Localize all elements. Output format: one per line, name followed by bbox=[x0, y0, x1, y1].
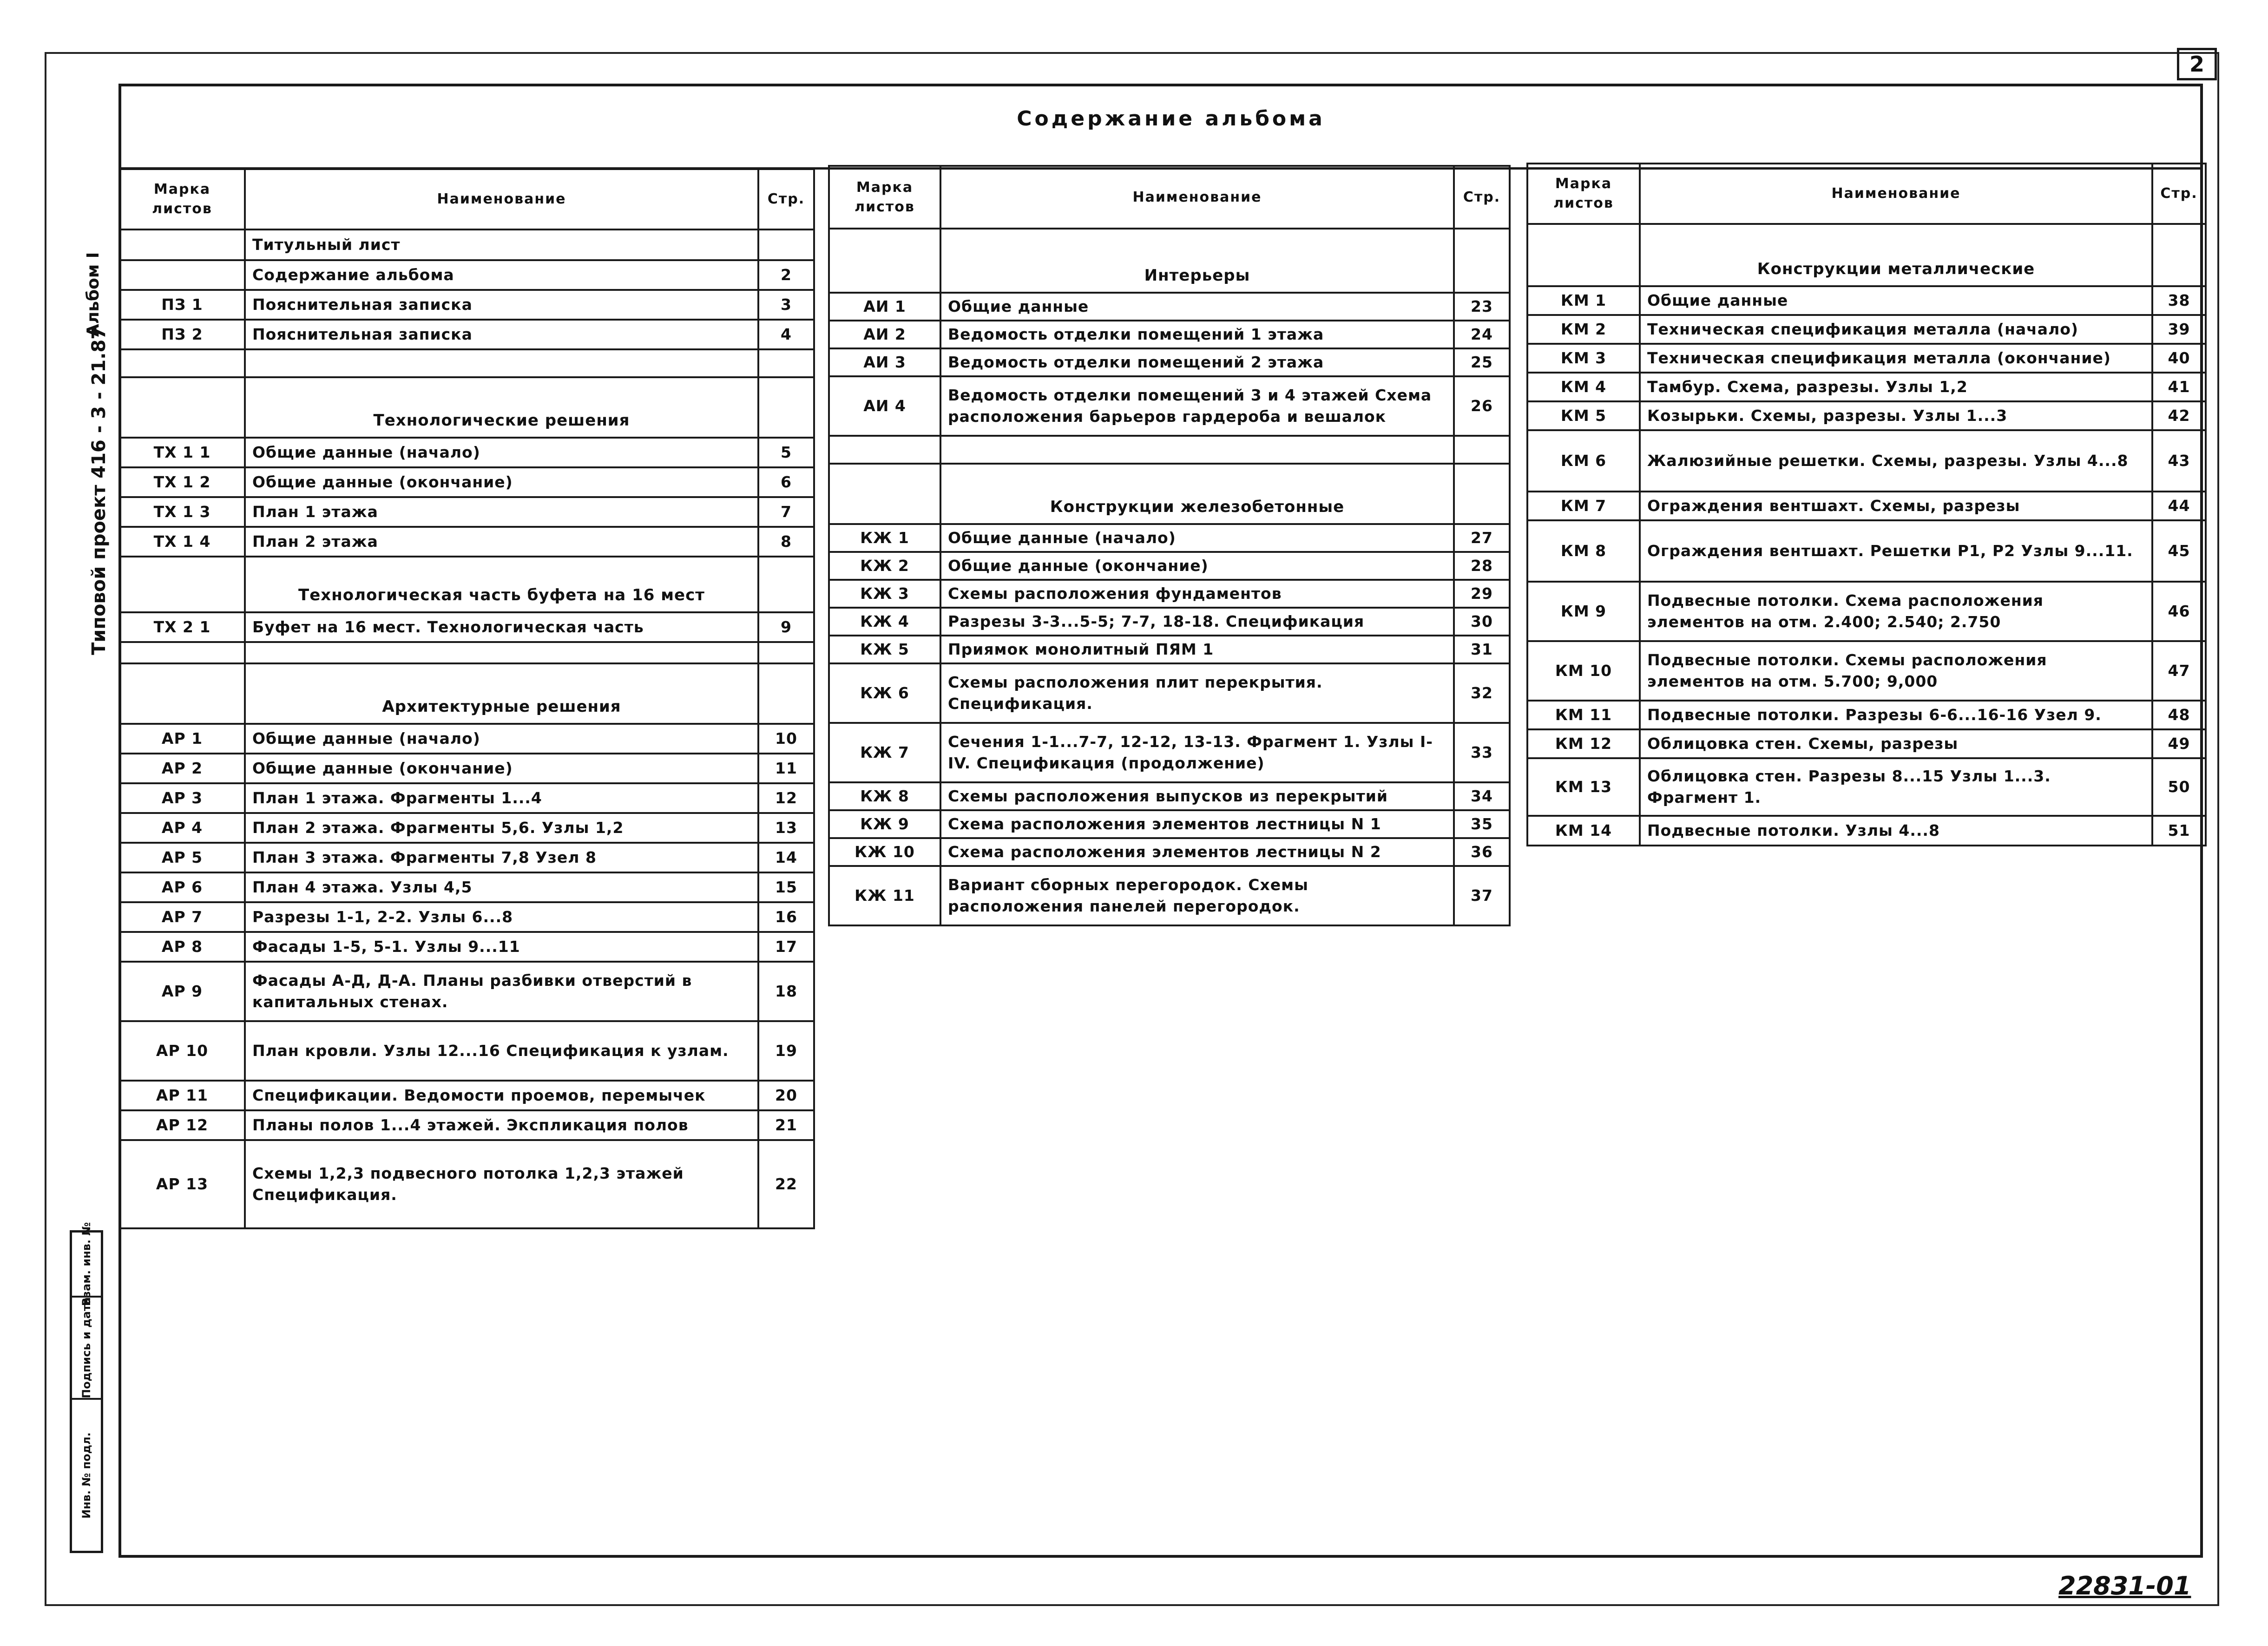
sheet-name: Схемы расположения плит перекрытия. Спецификация. bbox=[940, 663, 1454, 723]
page-number: 29 bbox=[1454, 580, 1510, 608]
sheet-code bbox=[119, 663, 245, 724]
sheet-name: Разрезы 1-1, 2-2. Узлы 6...8 bbox=[245, 902, 758, 932]
section-row bbox=[829, 464, 1510, 524]
page-number: 43 bbox=[2152, 430, 2206, 492]
contents-table-3 bbox=[1526, 163, 2207, 846]
table-row bbox=[1527, 816, 2206, 846]
table-header bbox=[1527, 164, 2206, 224]
section-title: Конструкции железобетонные bbox=[940, 464, 1454, 524]
sheet-code: КМ 14 bbox=[1527, 816, 1640, 846]
page-number bbox=[758, 663, 814, 724]
page-number: 38 bbox=[2152, 286, 2206, 315]
sheet-code: АР 11 bbox=[119, 1081, 245, 1110]
page-number bbox=[758, 642, 814, 663]
table-row bbox=[119, 612, 814, 642]
stamp-cell bbox=[72, 1400, 101, 1551]
table-header bbox=[829, 166, 1510, 229]
sheet-name: Ограждения вентшахт. Схемы, разрезы bbox=[1640, 492, 2152, 520]
sheet-name: Вариант сборных перегородок. Схемы расположения панелей перегородок. bbox=[940, 866, 1454, 925]
header-name: Наименование bbox=[940, 166, 1454, 229]
table-row bbox=[829, 348, 1510, 376]
section-row bbox=[119, 663, 814, 724]
page-number: 8 bbox=[758, 527, 814, 557]
page-number: 25 bbox=[1454, 348, 1510, 376]
sheet-name: Схема расположения элементов лестницы N 1 bbox=[940, 810, 1454, 838]
sheet-code: АИ 4 bbox=[829, 376, 940, 436]
page-number: 28 bbox=[1454, 552, 1510, 580]
sheet-name: Буфет на 16 мест. Технологическая часть bbox=[245, 612, 758, 642]
header-page: Стр. bbox=[1454, 166, 1510, 229]
sheet-name: Титульный лист bbox=[245, 230, 758, 260]
header-code: Марка листов bbox=[829, 166, 940, 229]
page-number bbox=[758, 349, 814, 377]
section-title: Технологическая часть буфета на 16 мест bbox=[245, 557, 758, 612]
page-number: 17 bbox=[758, 932, 814, 962]
table-row bbox=[119, 724, 814, 754]
table-row bbox=[829, 636, 1510, 663]
sheet-code: АИ 3 bbox=[829, 348, 940, 376]
sheet-name: Подвесные потолки. Схема расположения элементов на отм. 2.400; 2.540; 2.750 bbox=[1640, 582, 2152, 641]
table-row bbox=[1527, 315, 2206, 344]
table-row bbox=[829, 663, 1510, 723]
side-project-label: Типовой проект 416 - 3 - 21.87 bbox=[88, 326, 110, 655]
page-number: 24 bbox=[1454, 321, 1510, 348]
sheet-name: План 4 этажа. Узлы 4,5 bbox=[245, 872, 758, 902]
sheet-name: Пояснительная записка bbox=[245, 290, 758, 320]
page-number: 5 bbox=[758, 438, 814, 467]
table-row bbox=[829, 782, 1510, 810]
table-row bbox=[119, 642, 814, 663]
page-number bbox=[1454, 436, 1510, 464]
sheet-code: АР 10 bbox=[119, 1021, 245, 1081]
table-row bbox=[829, 608, 1510, 636]
sheet-name: План 2 этажа bbox=[245, 527, 758, 557]
header-name: Наименование bbox=[245, 169, 758, 230]
page-number: 45 bbox=[2152, 520, 2206, 582]
sheet-name: Фасады 1-5, 5-1. Узлы 9...11 bbox=[245, 932, 758, 962]
sheet-code: АР 3 bbox=[119, 783, 245, 813]
header-code: Марка листов bbox=[119, 169, 245, 230]
section-title: Интерьеры bbox=[940, 229, 1454, 293]
inventory-number: 22831-01 bbox=[2058, 1571, 2191, 1600]
sheet-name: План 1 этажа. Фрагменты 1...4 bbox=[245, 783, 758, 813]
sheet-name: Подвесные потолки. Узлы 4...8 bbox=[1640, 816, 2152, 846]
table-row bbox=[119, 349, 814, 377]
sheet-name: Ведомость отделки помещений 2 этажа bbox=[940, 348, 1454, 376]
sheet-name: Жалюзийные решетки. Схемы, разрезы. Узлы 4...8 bbox=[1640, 430, 2152, 492]
table-row bbox=[829, 293, 1510, 321]
sheet-code: АР 1 bbox=[119, 724, 245, 754]
table-row bbox=[1527, 641, 2206, 701]
table-row bbox=[119, 290, 814, 320]
sheet-code: КЖ 7 bbox=[829, 723, 940, 782]
sheet-code: КМ 4 bbox=[1527, 373, 1640, 401]
sheet-code bbox=[119, 642, 245, 663]
table-row bbox=[829, 552, 1510, 580]
sheet-name: Ведомость отделки помещений 1 этажа bbox=[940, 321, 1454, 348]
sheet-name: Спецификации. Ведомости проемов, перемычек bbox=[245, 1081, 758, 1110]
page-number: 11 bbox=[758, 754, 814, 783]
sheet-code: КМ 2 bbox=[1527, 315, 1640, 344]
table-row bbox=[119, 783, 814, 813]
page-number: 51 bbox=[2152, 816, 2206, 846]
table-row bbox=[1527, 492, 2206, 520]
table-row bbox=[1527, 401, 2206, 430]
table-row bbox=[119, 320, 814, 349]
page-number: 21 bbox=[758, 1110, 814, 1140]
page-number: 6 bbox=[758, 467, 814, 497]
page-number bbox=[2152, 224, 2206, 286]
sheet-code: АР 5 bbox=[119, 843, 245, 872]
page-number: 31 bbox=[1454, 636, 1510, 663]
table-row bbox=[829, 723, 1510, 782]
page-number: 12 bbox=[758, 783, 814, 813]
stamp-cell bbox=[72, 1298, 101, 1400]
sheet-number: 2 bbox=[2177, 48, 2217, 80]
contents-table-1 bbox=[118, 168, 815, 1229]
table-row bbox=[1527, 344, 2206, 373]
section-row bbox=[119, 377, 814, 438]
page-number: 32 bbox=[1454, 663, 1510, 723]
stamp-label: Подпись и дата bbox=[80, 1297, 93, 1398]
sheet-name: Общие данные bbox=[940, 293, 1454, 321]
sheet-name: Общие данные bbox=[1640, 286, 2152, 315]
stamp-cell bbox=[72, 1222, 101, 1306]
table-row bbox=[829, 524, 1510, 552]
page-number: 13 bbox=[758, 813, 814, 843]
sheet-name: Подвесные потолки. Схемы расположения элементов на отм. 5.700; 9,000 bbox=[1640, 641, 2152, 701]
sheet-name: План 2 этажа. Фрагменты 5,6. Узлы 1,2 bbox=[245, 813, 758, 843]
sheet-code: КЖ 8 bbox=[829, 782, 940, 810]
sheet-name: Облицовка стен. Разрезы 8...15 Узлы 1...3. Фрагмент 1. bbox=[1640, 758, 2152, 816]
table-row bbox=[829, 866, 1510, 925]
sheet-name: План кровли. Узлы 12...16 Спецификация к узлам. bbox=[245, 1021, 758, 1081]
page-number: 44 bbox=[2152, 492, 2206, 520]
page-number: 2 bbox=[758, 260, 814, 290]
sheet-code bbox=[119, 557, 245, 612]
sheet-code: КЖ 9 bbox=[829, 810, 940, 838]
table-row bbox=[1527, 373, 2206, 401]
sheet-name: Подвесные потолки. Разрезы 6-6...16-16 Узел 9. bbox=[1640, 701, 2152, 729]
page-number: 14 bbox=[758, 843, 814, 872]
table-row bbox=[119, 872, 814, 902]
table-row bbox=[1527, 286, 2206, 315]
page-number: 23 bbox=[1454, 293, 1510, 321]
header-page: Стр. bbox=[758, 169, 814, 230]
table-row bbox=[829, 321, 1510, 348]
page-number: 16 bbox=[758, 902, 814, 932]
sheet-code: КЖ 5 bbox=[829, 636, 940, 663]
page-number: 49 bbox=[2152, 729, 2206, 758]
page-number: 4 bbox=[758, 320, 814, 349]
table-row bbox=[119, 527, 814, 557]
sheet-code bbox=[829, 464, 940, 524]
table-row bbox=[119, 1081, 814, 1110]
sheet-code: АР 6 bbox=[119, 872, 245, 902]
sheet-name: Облицовка стен. Схемы, разрезы bbox=[1640, 729, 2152, 758]
sheet-code: ТХ 1 1 bbox=[119, 438, 245, 467]
table-row bbox=[1527, 430, 2206, 492]
header-name: Наименование bbox=[1640, 164, 2152, 224]
sheet-code bbox=[1527, 224, 1640, 286]
sheet-name: Пояснительная записка bbox=[245, 320, 758, 349]
sheet-code: АИ 1 bbox=[829, 293, 940, 321]
sheet-code: ПЗ 1 bbox=[119, 290, 245, 320]
sheet-code: ТХ 1 2 bbox=[119, 467, 245, 497]
sheet-name: Общие данные (начало) bbox=[245, 438, 758, 467]
page-number: 19 bbox=[758, 1021, 814, 1081]
page-number: 35 bbox=[1454, 810, 1510, 838]
table-row bbox=[1527, 729, 2206, 758]
approval-stamp bbox=[70, 1222, 103, 1553]
sheet-code: АР 2 bbox=[119, 754, 245, 783]
page-number: 10 bbox=[758, 724, 814, 754]
page-number: 9 bbox=[758, 612, 814, 642]
table-row bbox=[119, 438, 814, 467]
sheet-code: АР 9 bbox=[119, 962, 245, 1021]
contents-table-2 bbox=[828, 165, 1511, 926]
sheet-name: Ограждения вентшахт. Решетки Р1, Р2 Узлы 9...11. bbox=[1640, 520, 2152, 582]
sheet-name: Козырьки. Схемы, разрезы. Узлы 1...3 bbox=[1640, 401, 2152, 430]
page-number bbox=[1454, 464, 1510, 524]
page-number bbox=[758, 377, 814, 438]
page-number: 30 bbox=[1454, 608, 1510, 636]
page-number: 27 bbox=[1454, 524, 1510, 552]
sheet-code: АР 12 bbox=[119, 1110, 245, 1140]
sheet-name: Общие данные (окончание) bbox=[245, 754, 758, 783]
sheet-code: КЖ 11 bbox=[829, 866, 940, 925]
sheet-code bbox=[119, 377, 245, 438]
sheet-code bbox=[829, 436, 940, 464]
sheet-code: КМ 10 bbox=[1527, 641, 1640, 701]
sheet-name: Содержание альбома bbox=[245, 260, 758, 290]
page-number: 48 bbox=[2152, 701, 2206, 729]
section-row bbox=[829, 229, 1510, 293]
sheet-code: КМ 11 bbox=[1527, 701, 1640, 729]
sheet-code: АР 7 bbox=[119, 902, 245, 932]
section-title: Технологические решения bbox=[245, 377, 758, 438]
sheet-name: Приямок монолитный ПЯМ 1 bbox=[940, 636, 1454, 663]
sheet-code: КМ 1 bbox=[1527, 286, 1640, 315]
page-number: 34 bbox=[1454, 782, 1510, 810]
page-number: 50 bbox=[2152, 758, 2206, 816]
table-row bbox=[829, 436, 1510, 464]
page-number: 15 bbox=[758, 872, 814, 902]
table-row bbox=[119, 843, 814, 872]
page-number: 36 bbox=[1454, 838, 1510, 866]
table-row bbox=[119, 497, 814, 527]
sheet-code: ТХ 1 4 bbox=[119, 527, 245, 557]
sheet-code: КМ 5 bbox=[1527, 401, 1640, 430]
sheet-code: КМ 7 bbox=[1527, 492, 1640, 520]
sheet-code: ПЗ 2 bbox=[119, 320, 245, 349]
page-title: Содержание альбома bbox=[1017, 107, 1325, 131]
table-row bbox=[829, 376, 1510, 436]
side-album-label: Альбом I bbox=[84, 252, 103, 337]
sheet-code bbox=[829, 229, 940, 293]
page-number: 33 bbox=[1454, 723, 1510, 782]
table-row bbox=[119, 230, 814, 260]
sheet-code bbox=[119, 349, 245, 377]
stamp-label: Инв. № подл. bbox=[80, 1432, 93, 1519]
sheet-name: Схемы 1,2,3 подвесного потолка 1,2,3 этажей Спецификация. bbox=[245, 1140, 758, 1228]
table-row bbox=[119, 1140, 814, 1228]
table-row bbox=[119, 260, 814, 290]
page-number: 22 bbox=[758, 1140, 814, 1228]
sheet-code: КМ 9 bbox=[1527, 582, 1640, 641]
page-number bbox=[1454, 229, 1510, 293]
table-row bbox=[829, 580, 1510, 608]
sheet-name bbox=[245, 642, 758, 663]
sheet-code: КМ 3 bbox=[1527, 344, 1640, 373]
table-row bbox=[119, 962, 814, 1021]
page-number: 42 bbox=[2152, 401, 2206, 430]
sheet-name: План 3 этажа. Фрагменты 7,8 Узел 8 bbox=[245, 843, 758, 872]
table-row bbox=[119, 813, 814, 843]
sheet-name: Фасады А-Д, Д-А. Планы разбивки отверстий в капитальных стенах. bbox=[245, 962, 758, 1021]
sheet-name: Схемы расположения фундаментов bbox=[940, 580, 1454, 608]
sheet-code: АР 8 bbox=[119, 932, 245, 962]
sheet-name: Планы полов 1...4 этажей. Экспликация полов bbox=[245, 1110, 758, 1140]
sheet-code: КЖ 3 bbox=[829, 580, 940, 608]
sheet-code: КЖ 6 bbox=[829, 663, 940, 723]
table-row bbox=[119, 467, 814, 497]
sheet-code bbox=[119, 230, 245, 260]
sheet-code: КМ 12 bbox=[1527, 729, 1640, 758]
table-row bbox=[1527, 520, 2206, 582]
page-number: 7 bbox=[758, 497, 814, 527]
sheet-name: Техническая спецификация металла (окончание) bbox=[1640, 344, 2152, 373]
sheet-code: КЖ 4 bbox=[829, 608, 940, 636]
sheet-name: Общие данные (начало) bbox=[245, 724, 758, 754]
section-row bbox=[119, 557, 814, 612]
stamp-label: Взам. инв. № bbox=[80, 1222, 93, 1306]
sheet-code: ТХ 2 1 bbox=[119, 612, 245, 642]
page-number: 40 bbox=[2152, 344, 2206, 373]
table-row bbox=[119, 754, 814, 783]
sheet-name: Разрезы 3-3...5-5; 7-7, 18-18. Спецификация bbox=[940, 608, 1454, 636]
sheet-name: Техническая спецификация металла (начало) bbox=[1640, 315, 2152, 344]
header-page: Стр. bbox=[2152, 164, 2206, 224]
sheet-code: АР 4 bbox=[119, 813, 245, 843]
table-row bbox=[1527, 582, 2206, 641]
page-number bbox=[758, 557, 814, 612]
header-code: Марка листов bbox=[1527, 164, 1640, 224]
sheet-name: Общие данные (окончание) bbox=[940, 552, 1454, 580]
sheet-name: Сечения 1-1...7-7, 12-12, 13-13. Фрагмент 1. Узлы I-IV. Спецификация (продолжение) bbox=[940, 723, 1454, 782]
page-number: 46 bbox=[2152, 582, 2206, 641]
page-number bbox=[758, 230, 814, 260]
sheet-name bbox=[245, 349, 758, 377]
sheet-code: КЖ 1 bbox=[829, 524, 940, 552]
table-row bbox=[1527, 701, 2206, 729]
sheet-code bbox=[119, 260, 245, 290]
page-number: 39 bbox=[2152, 315, 2206, 344]
table-row bbox=[829, 838, 1510, 866]
sheet-name bbox=[940, 436, 1454, 464]
sheet-code: КМ 13 bbox=[1527, 758, 1640, 816]
table-row bbox=[1527, 758, 2206, 816]
table-row bbox=[119, 1110, 814, 1140]
page-number: 47 bbox=[2152, 641, 2206, 701]
page-number: 26 bbox=[1454, 376, 1510, 436]
sheet-name: Схема расположения элементов лестницы N 2 bbox=[940, 838, 1454, 866]
sheet-code: КЖ 2 bbox=[829, 552, 940, 580]
section-title: Конструкции металлические bbox=[1640, 224, 2152, 286]
sheet-name: План 1 этажа bbox=[245, 497, 758, 527]
section-row bbox=[1527, 224, 2206, 286]
table-row bbox=[829, 810, 1510, 838]
page-number: 3 bbox=[758, 290, 814, 320]
table-row bbox=[119, 902, 814, 932]
page-number: 20 bbox=[758, 1081, 814, 1110]
sheet-code: КМ 8 bbox=[1527, 520, 1640, 582]
table-row bbox=[119, 1021, 814, 1081]
page-number: 41 bbox=[2152, 373, 2206, 401]
page-number: 18 bbox=[758, 962, 814, 1021]
section-title: Архитектурные решения bbox=[245, 663, 758, 724]
sheet-name: Ведомость отделки помещений 3 и 4 этажей Схема расположения барьеров гардероба и вешалок bbox=[940, 376, 1454, 436]
sheet-code: КМ 6 bbox=[1527, 430, 1640, 492]
sheet-code: ТХ 1 3 bbox=[119, 497, 245, 527]
sheet-name: Общие данные (окончание) bbox=[245, 467, 758, 497]
table-row bbox=[119, 932, 814, 962]
sheet-name: Тамбур. Схема, разрезы. Узлы 1,2 bbox=[1640, 373, 2152, 401]
page-number: 37 bbox=[1454, 866, 1510, 925]
sheet-code: АР 13 bbox=[119, 1140, 245, 1228]
sheet-name: Общие данные (начало) bbox=[940, 524, 1454, 552]
sheet-name: Схемы расположения выпусков из перекрытий bbox=[940, 782, 1454, 810]
table-header bbox=[119, 169, 814, 230]
sheet-code: АИ 2 bbox=[829, 321, 940, 348]
sheet-code: КЖ 10 bbox=[829, 838, 940, 866]
